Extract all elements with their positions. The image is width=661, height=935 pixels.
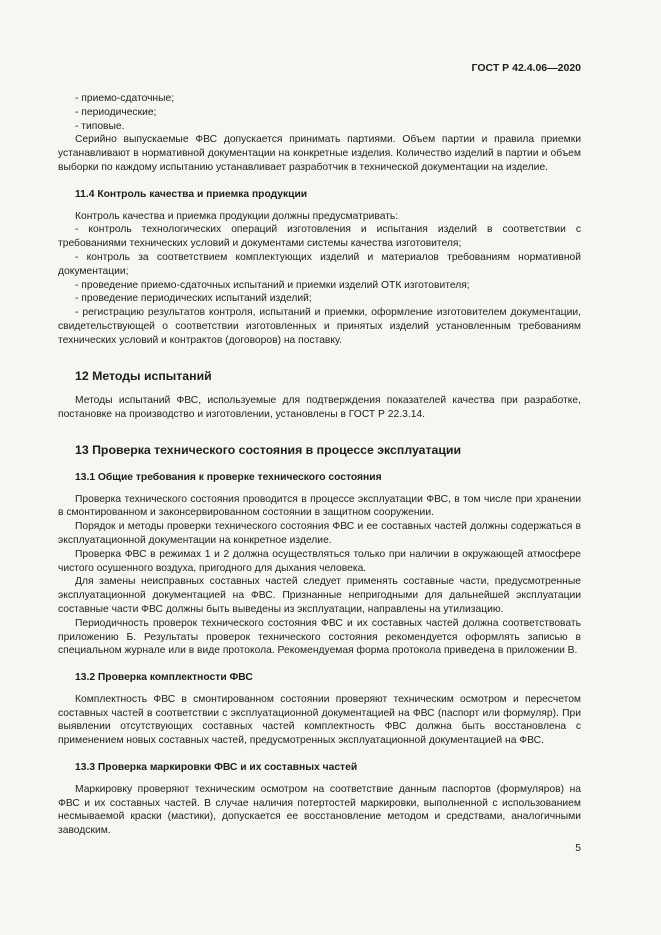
paragraph: Периодичность проверок технического состояния ФВС и их составных частей должна соответствовать приложению Б. Результаты проверок технического состояния рекомендуется оформлять записью в специальном журнале или в виде протокола. Рекомендуемая форма протокола приведена в приложении В.: [58, 617, 581, 657]
paragraph: Комплектность ФВС в смонтированном состоянии проверяют техническим осмотром и пересчетом составных частей в соответствии с эксплуатационной документацией на ФВС (паспорт или формуляр). При выявлении отсутствующих составных частей комплектность ФВС должна быть восстановлена с применением новых составных частей, предусмотренных эксплуатационной документацией на ФВС.: [58, 693, 581, 747]
paragraph: Методы испытаний ФВС, используемые для подтверждения показателей качества при разработке, постановке на производство и изготовлении, установлены в ГОСТ Р 22.3.14.: [58, 395, 581, 421]
section-13-3-heading: 13.3 Проверка маркировки ФВС и их составных частей: [75, 762, 358, 774]
list-item: - периодические;: [75, 106, 157, 118]
list-item: - контроль за соответствием комплектующих изделий и материалов требованиям нормативной документации;: [58, 251, 581, 277]
section-13-heading: 13 Проверка технического состояния в процессе эксплуатации: [75, 442, 462, 457]
paragraph: Контроль качества и приемка продукции должны предусматривать:: [75, 210, 399, 222]
list-item: - проведение приемо-сдаточных испытаний и приемки изделий ОТК изготовителя;: [75, 279, 470, 291]
section-13-2-heading: 13.2 Проверка комплектности ФВС: [75, 672, 253, 684]
paragraph: Проверка технического состояния проводится в процессе эксплуатации ФВС, в том числе при хранении в смонтированном и законсервированном состоянии в защитном сооружении.: [58, 493, 581, 519]
page-content: [58, 92, 581, 838]
paragraph: Порядок и методы проверки технического состояния ФВС и ее составных частей должны содержаться в эксплуатационной документации на конкретное изделие.: [58, 521, 581, 546]
paragraph: Серийно выпускаемые ФВС допускается принимать партиями. Объем партии и правила приемки устанавливают в нормативной документации на конкретные изделия. Количество изделий в партии и объем выборки по каждому испытанию устанавливает разработчик в технической документации на изделие.: [58, 134, 581, 173]
list-item: - проведение периодических испытаний изделий;: [75, 293, 312, 305]
list-item: - контроль технологических операций изготовления и испытания изделий в соответствии с требованиями технических условий и документами системы качества изготовителя;: [58, 224, 581, 250]
section-11-4-heading: 11.4 Контроль качества и приемка продукции: [75, 188, 308, 200]
list-item: - регистрацию результатов контроля, испытаний и приемки, оформление изготовителем документации, свидетельствующей о соответствии изготовленных и принятых изделий установленным требованиям технических условий и контрактов (договоров) на поставку.: [58, 307, 581, 346]
paragraph: Маркировку проверяют техническим осмотром на соответствие данным паспортов (формуляров) на ФВС и их составных частей. В случае наличия потертостей маркировки, выполненной с использованием несмываемой краски (мастики), допускается ее восстановление методом и средствами, аналогичными заводским.: [58, 783, 581, 837]
paragraph: Для замены неисправных составных частей следует применять составные части, предусмотренные эксплуатационной документацией на ФВС. Признанные непригодными для дальнейшей эксплуатации составные части ФВС должны быть выведены из эксплуатации, направлены на утилизацию.: [58, 576, 581, 615]
paragraph: Проверка ФВС в режимах 1 и 2 должна осуществляться только при наличии в окружающей атмосфере чистого осушенного воздуха, пригодного для дыхания человека.: [58, 548, 581, 574]
section-12-heading: 12 Методы испытаний: [75, 368, 212, 383]
list-item: - приемо-сдаточные;: [75, 93, 175, 104]
section-13-1-heading: 13.1 Общие требования к проверке технического состояния: [75, 471, 382, 483]
list-item: - типовые.: [75, 120, 125, 132]
page-number: 5: [575, 843, 581, 854]
document-id: ГОСТ Р 42.4.06—2020: [471, 62, 581, 74]
